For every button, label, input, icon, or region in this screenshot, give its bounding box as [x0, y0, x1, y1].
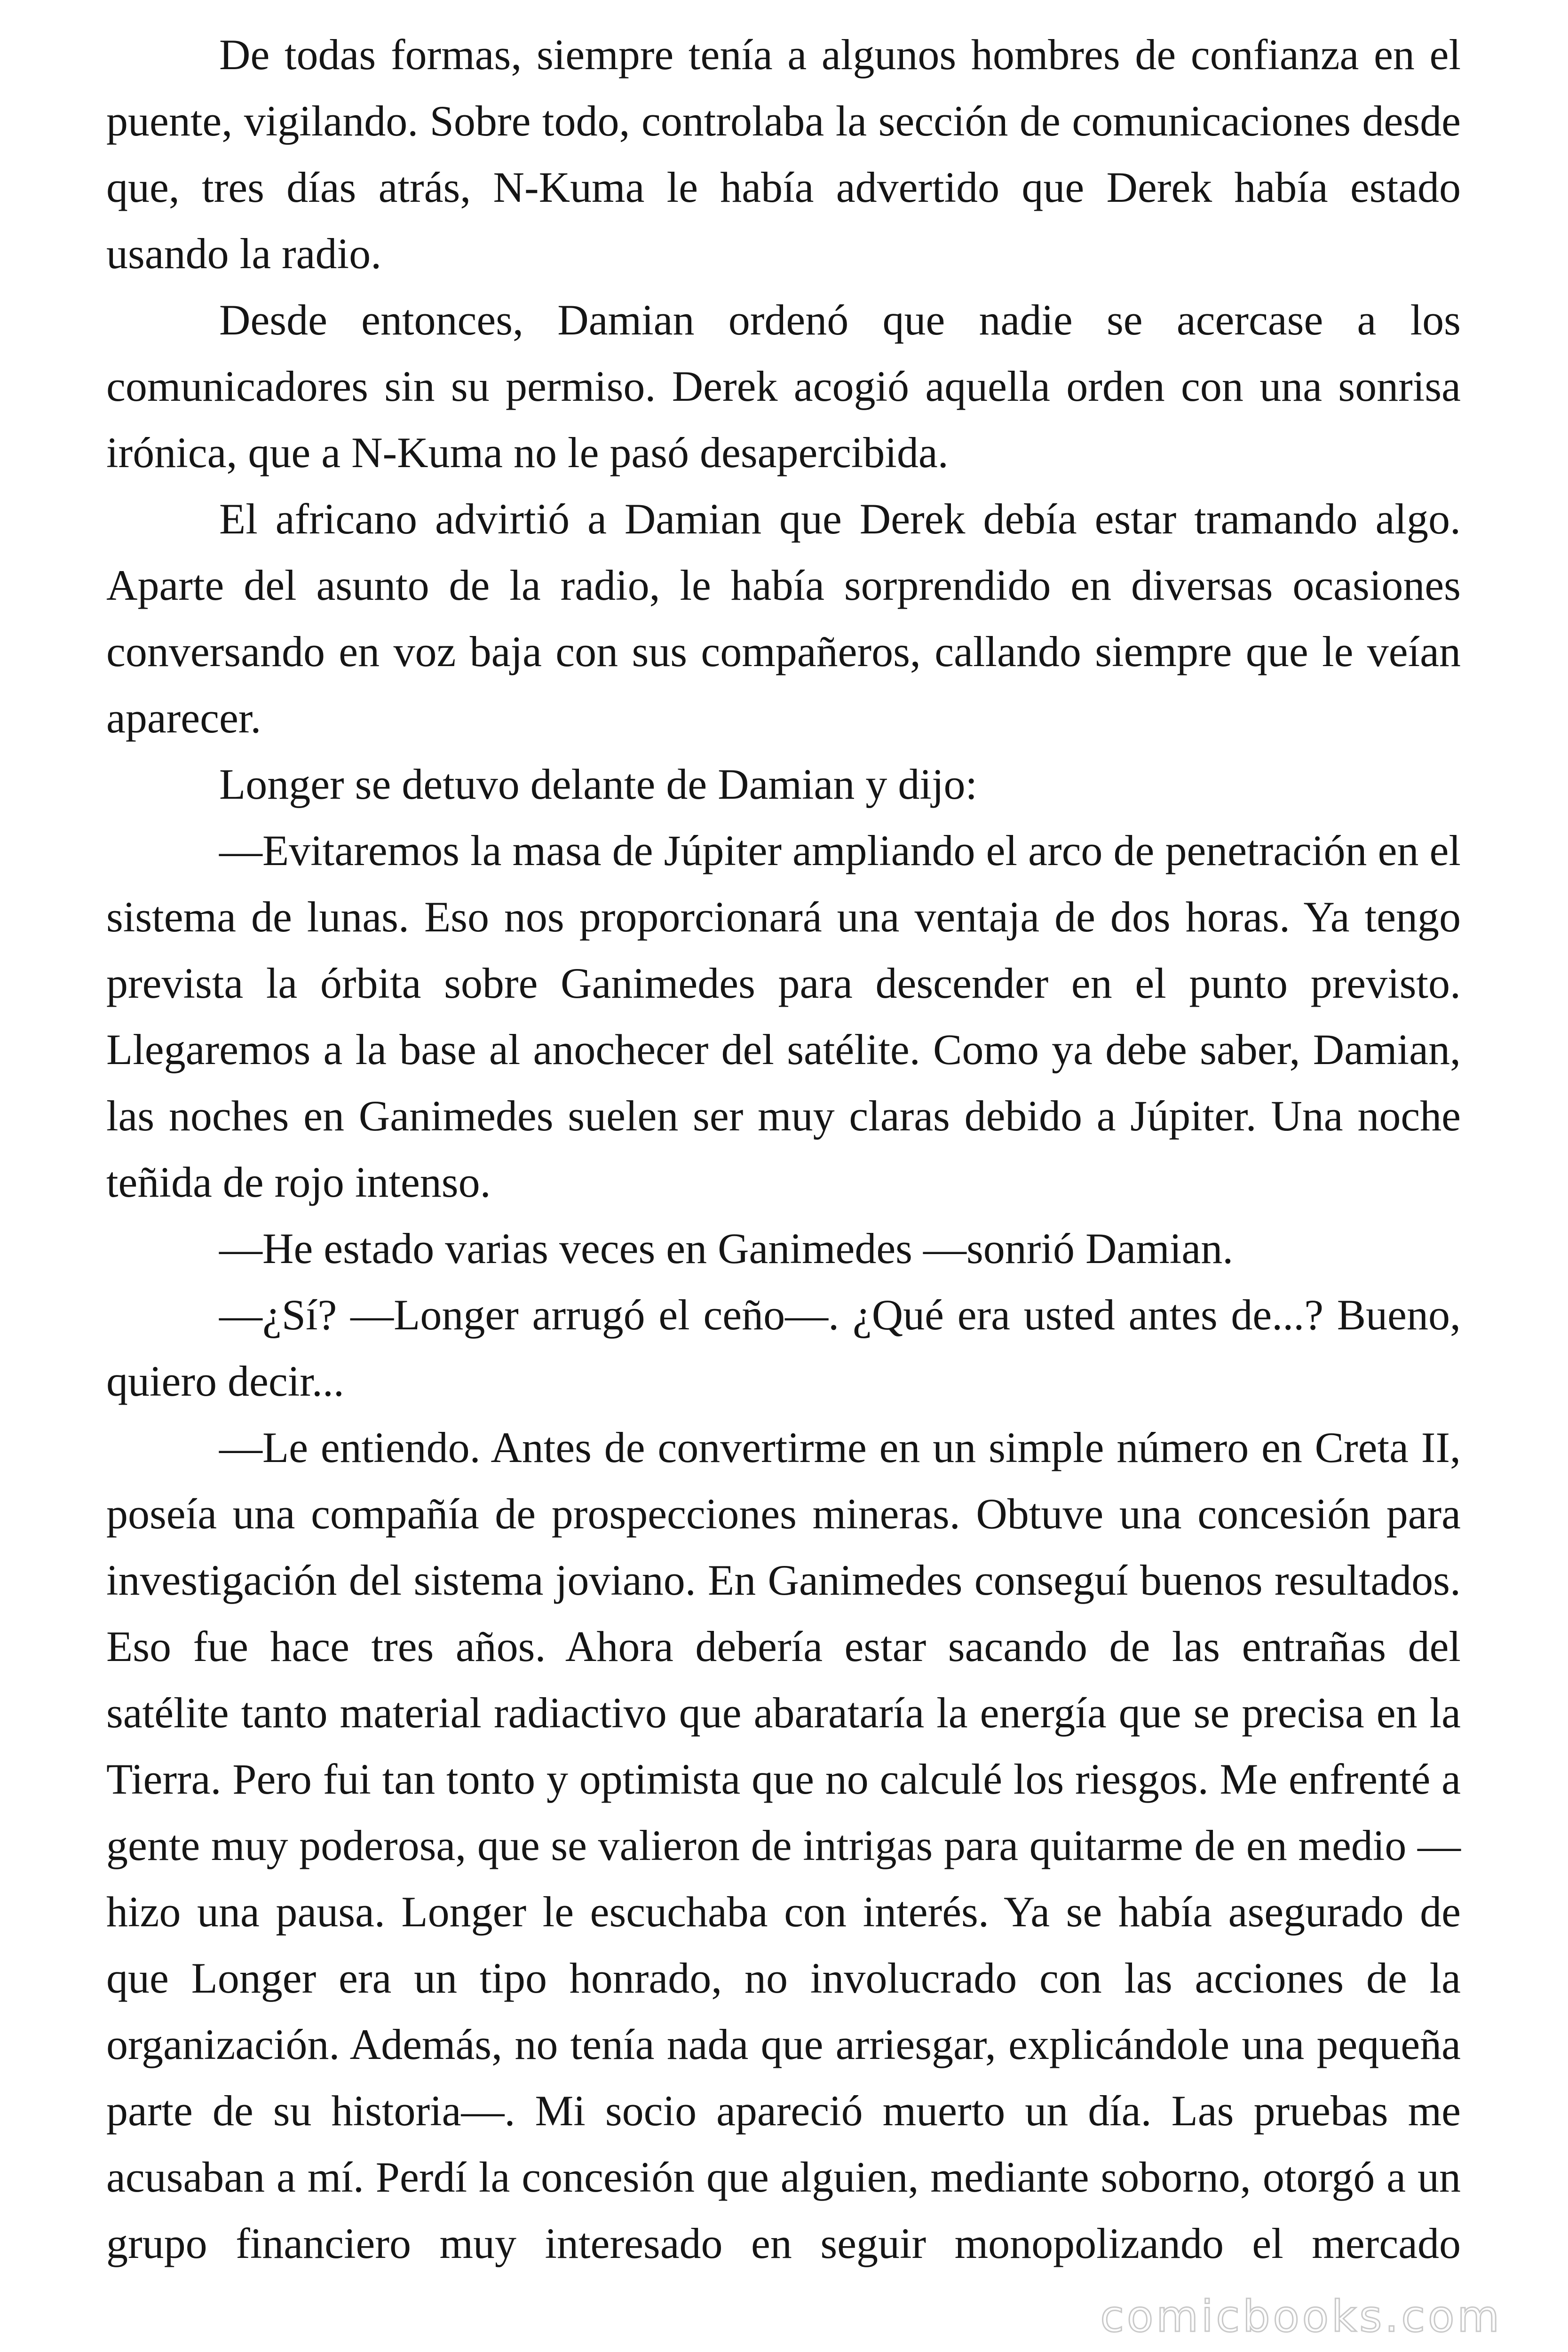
- paragraph: Desde entonces, Damian ordenó que nadie se acercase a los comunicadores sin su permiso. Derek acogió aquella orden con una sonrisa irónica, que a N-Kuma no le pasó desapercibida.: [106, 296, 1461, 477]
- paragraph: —Evitaremos la masa de Júpiter ampliando el arco de penetración en el sistema de lunas. Eso nos proporcionará una ventaja de dos horas. Ya tengo prevista la órbita sobre Ganimedes para descender en el punto previsto. Llegaremos a la base al anochecer del satélite. Como ya debe saber, Damian, las noches en Ganimedes suelen ser muy claras debido a Júpiter. Una noche teñida de rojo intenso.: [106, 826, 1461, 1206]
- paragraph: —Le entiendo. Antes de convertirme en un simple número en Creta II, poseía una compañía de prospecciones mineras. Obtuve una concesión para investigación del sistema joviano. En Ganimedes conseguí buenos resultados. Eso fue hace tres años. Ahora debería estar sacando de las entrañas del satélite tanto material radiactivo que abarataría la energía que se precisa en la Tierra. Pero fui tan tonto y optimista que no calculé los riesgos. Me enfrenté a gente muy poderosa, que se valieron de intrigas para quitarme de en medio —hizo una pausa. Longer le escuchaba con interés. Ya se había asegurado de que Longer era un tipo honrado, no involucrado con las acciones de la organización. Además, no tenía nada que arriesgar, explicándole una pequeña parte de su historia—. Mi socio apareció muerto un día. Las pruebas me acusaban a mí. Perdí la concesión que alguien, mediante soborno, otorgó a un grupo financiero muy interesado en seguir monopolizando el mercado: [106, 1423, 1461, 2267]
- paragraph: —He estado varias veces en Ganimedes —sonrió Damian.: [219, 1224, 1234, 1272]
- paragraph: Longer se detuvo delante de Damian y dijo:: [219, 760, 978, 808]
- document-page: [106, 22, 1461, 2277]
- paragraph: El africano advirtió a Damian que Derek debía estar tramando algo. Aparte del asunto de la radio, le había sorprendido en diversas ocasiones conversando en voz baja con sus compañeros, callando siempre que le veían aparecer.: [106, 495, 1461, 742]
- watermark: comicbooks.com: [1100, 2291, 1502, 2342]
- paragraph: —¿Sí? —Longer arrugó el ceño—. ¿Qué era usted antes de...? Bueno, quiero decir...: [106, 1291, 1461, 1405]
- paragraph: De todas formas, siempre tenía a algunos hombres de confianza en el puente, vigilando. Sobre todo, controlaba la sección de comunicaciones desde que, tres días atrás, N-Kuma le había advertido que Derek había estado usando la radio.: [106, 31, 1461, 278]
